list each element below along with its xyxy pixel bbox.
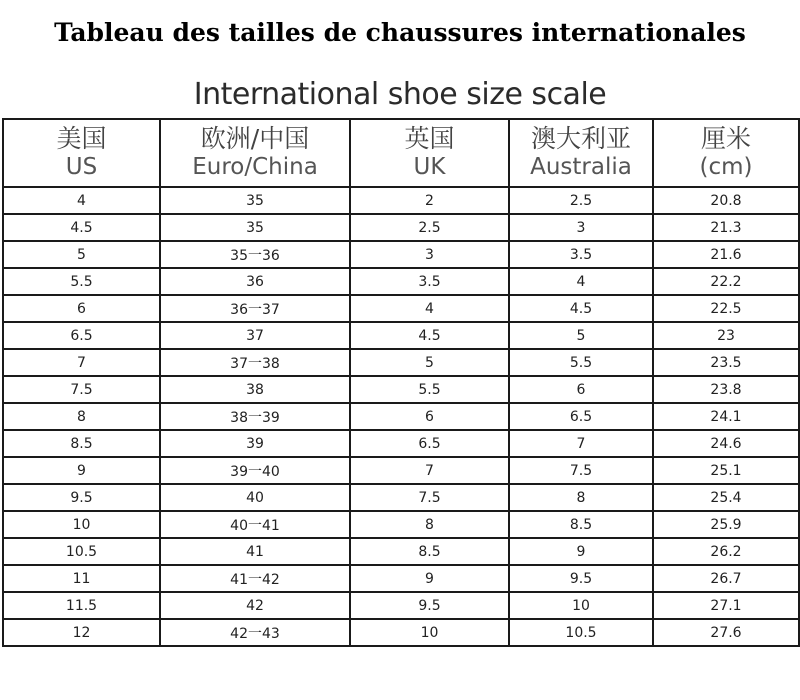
column-header-en: (cm) [699, 154, 753, 181]
us-size-cell: 7.5 [3, 376, 160, 403]
table-row [3, 538, 799, 565]
uk-size-cell: 10 [350, 619, 509, 646]
us-size-cell: 11.5 [3, 592, 160, 619]
euro-china-size-cell: 37 [160, 322, 350, 349]
euro-china-size-cell: 42 [160, 592, 350, 619]
table-row [3, 241, 799, 268]
size-table-body [3, 187, 799, 646]
cm-size-cell: 27.1 [653, 592, 799, 619]
us-size-cell: 7 [3, 349, 160, 376]
us-size-cell: 6 [3, 295, 160, 322]
uk-size-cell: 4.5 [350, 322, 509, 349]
column-header-euro-china [160, 119, 350, 187]
us-size-cell: 4 [3, 187, 160, 214]
column-header-cn: 英国 [404, 124, 455, 154]
column-header-uk [350, 119, 509, 187]
uk-size-cell: 2.5 [350, 214, 509, 241]
column-header-en: Australia [530, 154, 632, 181]
table-row [3, 511, 799, 538]
cm-size-cell: 26.7 [653, 565, 799, 592]
cm-size-cell: 23.5 [653, 349, 799, 376]
cm-size-cell: 20.8 [653, 187, 799, 214]
uk-size-cell: 6.5 [350, 430, 509, 457]
euro-china-size-cell: 40一41 [160, 511, 350, 538]
page-title: Tableau des tailles de chaussures internationales [54, 18, 746, 47]
euro-china-size-cell: 40 [160, 484, 350, 511]
uk-size-cell: 5.5 [350, 376, 509, 403]
table-row [3, 430, 799, 457]
column-header-cn: 澳大利亚 [530, 124, 631, 154]
table-row [3, 322, 799, 349]
euro-china-size-cell: 39一40 [160, 457, 350, 484]
table-row [3, 484, 799, 511]
euro-china-size-cell: 41 [160, 538, 350, 565]
us-size-cell: 9.5 [3, 484, 160, 511]
table-row [3, 349, 799, 376]
cm-size-cell: 21.6 [653, 241, 799, 268]
uk-size-cell: 3 [350, 241, 509, 268]
us-size-cell: 8 [3, 403, 160, 430]
table-row [3, 619, 799, 646]
euro-china-size-cell: 35一36 [160, 241, 350, 268]
uk-size-cell: 9 [350, 565, 509, 592]
euro-china-size-cell: 42一43 [160, 619, 350, 646]
australia-size-cell: 4.5 [509, 295, 653, 322]
table-row [3, 187, 799, 214]
uk-size-cell: 2 [350, 187, 509, 214]
uk-size-cell: 3.5 [350, 268, 509, 295]
cm-size-cell: 24.1 [653, 403, 799, 430]
us-size-cell: 10 [3, 511, 160, 538]
australia-size-cell: 8 [509, 484, 653, 511]
uk-size-cell: 7 [350, 457, 509, 484]
uk-size-cell: 8 [350, 511, 509, 538]
cm-size-cell: 23 [653, 322, 799, 349]
cm-size-cell: 27.6 [653, 619, 799, 646]
uk-size-cell: 5 [350, 349, 509, 376]
us-size-cell: 12 [3, 619, 160, 646]
euro-china-size-cell: 38 [160, 376, 350, 403]
cm-size-cell: 22.5 [653, 295, 799, 322]
cm-size-cell: 23.8 [653, 376, 799, 403]
euro-china-size-cell: 35 [160, 187, 350, 214]
table-row [3, 214, 799, 241]
header-row [3, 119, 799, 187]
australia-size-cell: 3 [509, 214, 653, 241]
euro-china-size-cell: 35 [160, 214, 350, 241]
australia-size-cell: 5 [509, 322, 653, 349]
cm-size-cell: 25.9 [653, 511, 799, 538]
euro-china-size-cell: 36一37 [160, 295, 350, 322]
us-size-cell: 6.5 [3, 322, 160, 349]
us-size-cell: 8.5 [3, 430, 160, 457]
table-row [3, 295, 799, 322]
euro-china-size-cell: 37一38 [160, 349, 350, 376]
us-size-cell: 9 [3, 457, 160, 484]
australia-size-cell: 7 [509, 430, 653, 457]
euro-china-size-cell: 39 [160, 430, 350, 457]
australia-size-cell: 10.5 [509, 619, 653, 646]
size-table [2, 118, 800, 647]
column-header-en: US [65, 154, 98, 181]
us-size-cell: 11 [3, 565, 160, 592]
column-header-cn: 厘米 [700, 124, 751, 154]
cm-size-cell: 21.3 [653, 214, 799, 241]
uk-size-cell: 6 [350, 403, 509, 430]
australia-size-cell: 9.5 [509, 565, 653, 592]
uk-size-cell: 7.5 [350, 484, 509, 511]
australia-size-cell: 8.5 [509, 511, 653, 538]
us-size-cell: 5.5 [3, 268, 160, 295]
table-row [3, 268, 799, 295]
column-header-cm [653, 119, 799, 187]
table-row [3, 565, 799, 592]
uk-size-cell: 8.5 [350, 538, 509, 565]
cm-size-cell: 22.2 [653, 268, 799, 295]
euro-china-size-cell: 41一42 [160, 565, 350, 592]
column-header-cn: 美国 [56, 124, 107, 154]
size-chart [2, 72, 798, 647]
australia-size-cell: 2.5 [509, 187, 653, 214]
euro-china-size-cell: 38一39 [160, 403, 350, 430]
australia-size-cell: 3.5 [509, 241, 653, 268]
uk-size-cell: 4 [350, 295, 509, 322]
table-title: International shoe size scale [193, 77, 607, 112]
table-row [3, 457, 799, 484]
table-row [3, 403, 799, 430]
australia-size-cell: 6 [509, 376, 653, 403]
australia-size-cell: 9 [509, 538, 653, 565]
uk-size-cell: 9.5 [350, 592, 509, 619]
us-size-cell: 5 [3, 241, 160, 268]
column-header-cn: 欧洲/中国 [200, 124, 310, 154]
table-row [3, 376, 799, 403]
column-header-australia [509, 119, 653, 187]
cm-size-cell: 25.4 [653, 484, 799, 511]
column-header-en: Euro/China [192, 154, 318, 181]
cm-size-cell: 25.1 [653, 457, 799, 484]
table-row [3, 592, 799, 619]
australia-size-cell: 4 [509, 268, 653, 295]
us-size-cell: 4.5 [3, 214, 160, 241]
cm-size-cell: 24.6 [653, 430, 799, 457]
australia-size-cell: 5.5 [509, 349, 653, 376]
australia-size-cell: 10 [509, 592, 653, 619]
cm-size-cell: 26.2 [653, 538, 799, 565]
australia-size-cell: 7.5 [509, 457, 653, 484]
column-header-en: UK [413, 154, 446, 181]
australia-size-cell: 6.5 [509, 403, 653, 430]
euro-china-size-cell: 36 [160, 268, 350, 295]
us-size-cell: 10.5 [3, 538, 160, 565]
column-header-us [3, 119, 160, 187]
